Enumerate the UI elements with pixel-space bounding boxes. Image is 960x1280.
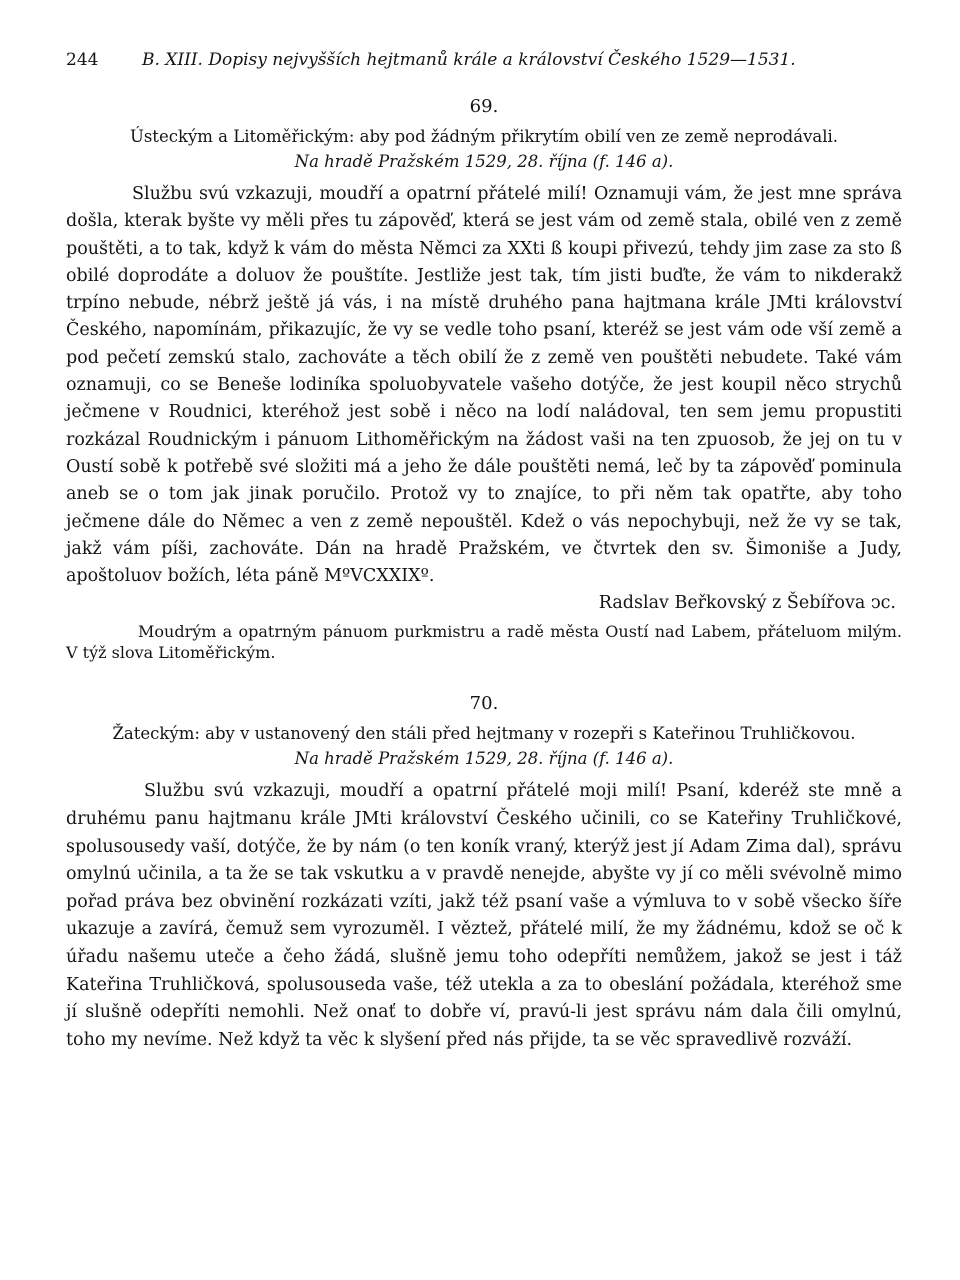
letter-body xyxy=(66,778,902,1054)
letter-text: Službu svú vzkazuji, moudří a opatrní přátelé milí! Oznamuji vám, že jest mne správa došla, kterak byšte vy měli přes tu zápověď, která se jest vám od země stala, obilé ven z země pouštěti, a to tak, když k vám do města Němci za XXti ß koupi přivezú, tehdy jim zase za sto ß obilé doprodáte a doluov že pouštíte. Jestliže jest tak, tím jisti buďte, že vám to nikderakž trpíno nebude, nébrž ještě já vás, i na místě druhého pana hajtmana krále JMti království Českého, napomínám, přikazujíc, že vy se vedle toho psaní, kteréž se jest vám ode vší země a pod pečetí zemskú stalo, zachováte a těch obilí že z země ven pouštěti nebudete. Také vám oznamuji, co se Beneše lodiníka spoluobyvatele vašeho dotýče, že jest koupil něco strychů ječmene v Roudnici, kteréhož jest sobě i něco na lodí naládoval, ten sem jemu propustiti rozkázal Roudnickým i pánuom Lithoměřickým na žádost vaši na ten zpuosob, že jej on tu v Oustí sobě k potřebě své složiti má a jeho že dále pouštěti nemá, leč by ta zápověď pominula aneb se o tom jak jinak poručilo. Protož vy to znajíce, to při něm tak opatřte, aby toho ječmene dále do Němec a ven z země nepouštěl. Kdež o vás nepochybuji, než že vy se tak, jakž vám píši, zachováte. Dán na hradě Pražském, ve čtvrtek den sv. Šimoniše a Judy, apoštoluov božích, léta páně MºVCXXIXº. xyxy=(66,184,902,587)
letter-rubric: Ústeckým a Litoměřickým: aby pod žádným přikrytím obilí ven ze země neprodávali. xyxy=(129,127,839,146)
letter-body xyxy=(66,181,902,590)
letter-date-line: Na hradě Pražském 1529, 28. října (f. 146 a). xyxy=(294,152,674,171)
letter-date-line: Na hradě Pražském 1529, 28. října (f. 146 a). xyxy=(294,749,674,769)
page-number: 244 xyxy=(66,50,99,70)
letter-rubric: Žateckým: aby v ustanovený den stáli před hejtmany v rozepři s Kateřinou Truhličkovou. xyxy=(112,724,856,744)
running-title: B. XIII. Dopisy nejvyšších hejtmanů krále a království Českého 1529—1531. xyxy=(142,50,796,70)
letter-address: Moudrým a opatrným pánuom purkmistru a radě města Oustí nad Labem, přáteluom milým. V týž slova Litoměřickým. xyxy=(66,622,902,663)
letter-number: 70. xyxy=(469,693,499,715)
page-header xyxy=(66,50,902,78)
letter-number: 69. xyxy=(469,96,499,117)
letter-70 xyxy=(66,693,902,1054)
book-page xyxy=(66,50,902,1054)
letter-text: Službu svú vzkazuji, moudří a opatrní přátelé moji milí! Psaní, kderéž ste mně a druhému panu hajtmanu krále JMti království Českého učinili, co se Kateřiny Truhličkové, spolusousedy vaší, dotýče, že by nám (o ten koník vraný, kterýž jest jí Adam Zima dal), správu omylnú učinila, a ta že se tak vskutku a v pravdě nenejde, abyšte vy jí co měli svévolně mimo pořad práva bez obvinění rozkázati vzíti, jakž též psaní vaše a výmluva to v sobě všecko šíře ukazuje a zavírá, čemuž sem vyrozuměl. I věztež, přátelé milí, že my žádnému, kdož se oč k úřadu našemu uteče a čeho žádá, slušně jemu toho odepříti nemůžem, jakož se jest i táž Kateřina Truhličková, spolusouseda vaše, též utekla a za to obeslání požádala, kteréhož sme jí slušně odepříti nemohli. Než onať to dobře ví, pravú-li jest správu nám dala čili omylnú, toho my nevíme. Než když ta věc k slyšení před nás přijde, ta se věc spravedlivě rozváží. xyxy=(66,781,902,1050)
letter-69 xyxy=(66,96,902,663)
letter-signature: Radslav Beřkovský z Šebířova ͻc. xyxy=(598,593,896,614)
